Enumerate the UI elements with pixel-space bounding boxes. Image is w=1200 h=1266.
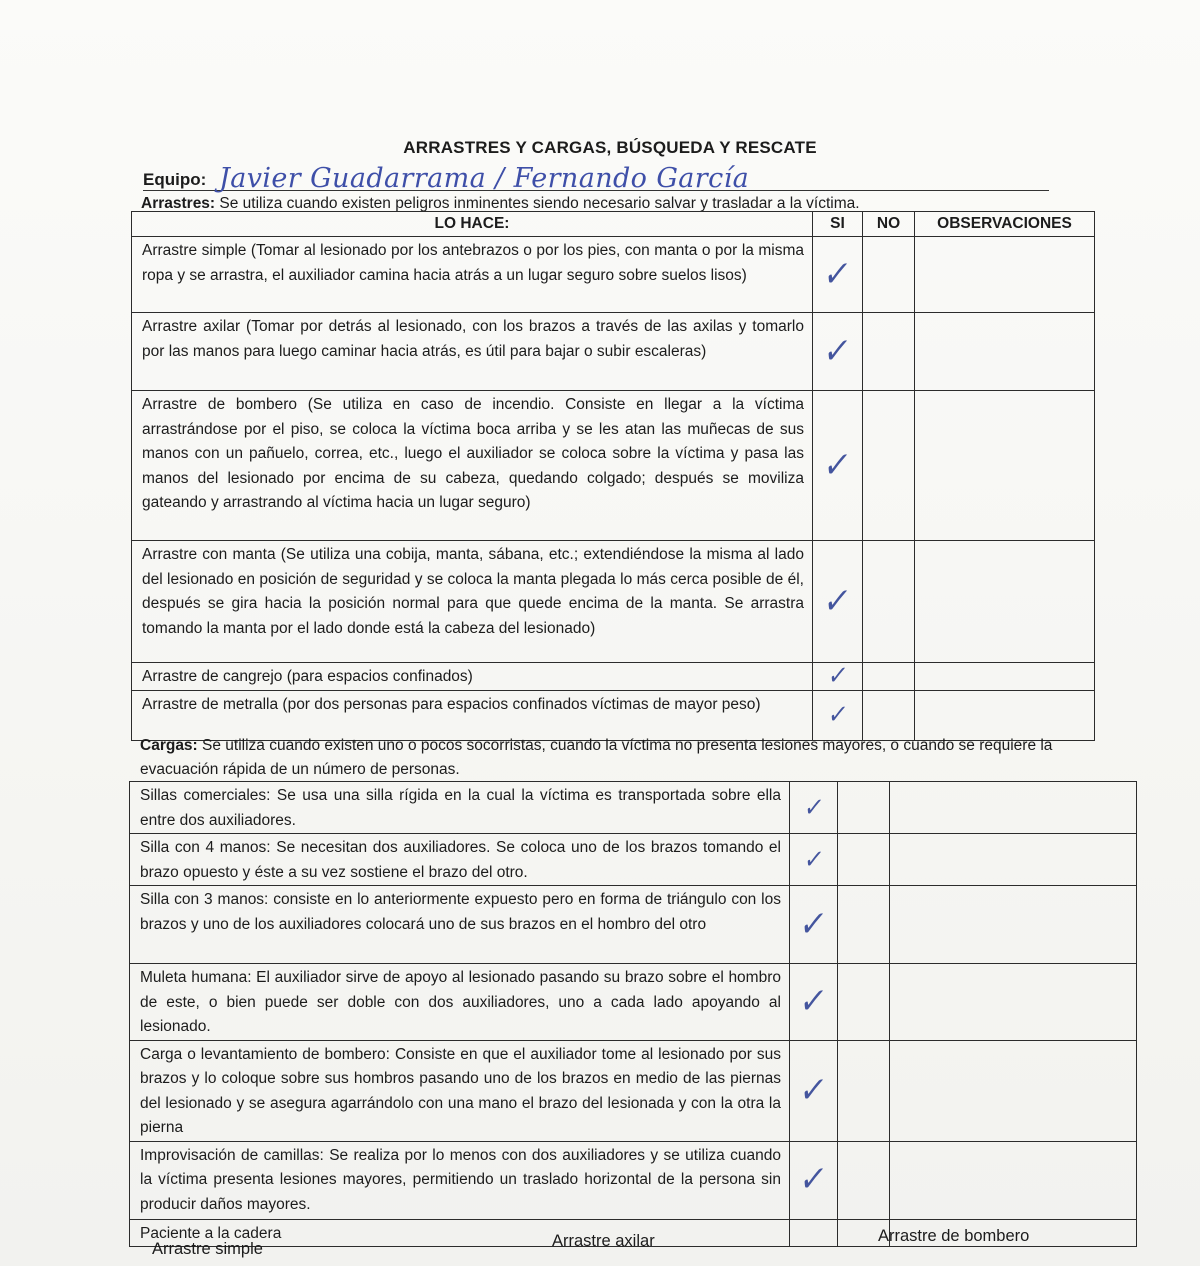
check-mark-icon: ✓ bbox=[825, 661, 850, 692]
table-row bbox=[132, 237, 1095, 313]
no-cell[interactable] bbox=[863, 663, 915, 691]
cargas-text: Se utiliza cuando existen uno o pocos socorristas, cuando la víctima no presenta lesiones mayores, o cuando se requiere la evacuación rápida de un número de personas. bbox=[140, 737, 1053, 778]
table-row bbox=[130, 782, 1137, 834]
row-description: Carga o levantamiento de bombero: Consiste en que el auxiliador tome al lesionado por sus brazos y lo coloque sobre sus hombros pasando uno de los brazos en medio de las piernas del lesionado y se asegura agarrándolo con una mano el brazo del lesionada y con la otra la pierna bbox=[130, 1040, 790, 1141]
header-lo-hace: LO HACE: bbox=[132, 212, 813, 237]
no-cell[interactable] bbox=[838, 964, 890, 1041]
si-cell[interactable] bbox=[790, 1219, 838, 1247]
no-cell[interactable] bbox=[863, 313, 915, 391]
table-row bbox=[130, 964, 1137, 1041]
footer-label-left: Arrastre simple bbox=[152, 1240, 263, 1258]
row-description: Arrastre de bombero (Se utiliza en caso de incendio. Consiste en llegar a la víctima arrastrándose por el piso, se coloca la víctima boca arriba y se les atan las muñecas de sus manos con un pañuelo, correa, etc., luego el auxiliador se coloca sobre la víctima y pasa las manos del lesionado por encima de su cabeza, quedando colgado; después se moviliza gateando y arrastrando al víctima hacia un lugar seguro) bbox=[132, 391, 813, 541]
cargas-table bbox=[129, 781, 1137, 1247]
footer-label-right: Arrastre de bombero bbox=[878, 1227, 1030, 1245]
table-row bbox=[130, 1141, 1137, 1219]
row-description: Improvisación de camillas: Se realiza por lo menos con dos auxiliadores y se utiliza cuando la víctima presenta lesiones mayores, permitiendo un traslado horizontal de la persona sin producir daños mayores. bbox=[130, 1141, 790, 1219]
observaciones-cell[interactable] bbox=[915, 663, 1095, 691]
equipo-handwritten-names: Javier Guadarrama / Fernando García bbox=[219, 163, 750, 194]
row-description: Arrastre de cangrejo (para espacios confinados) bbox=[132, 663, 813, 691]
observaciones-cell[interactable] bbox=[915, 541, 1095, 663]
row-description: Sillas comerciales: Se usa una silla rígida en la cual la víctima es transportada sobre ella entre dos auxiliadores. bbox=[130, 782, 790, 834]
si-cell[interactable] bbox=[790, 834, 838, 886]
check-mark-icon: ✓ bbox=[801, 844, 826, 875]
row-description: Arrastre axilar (Tomar por detrás al lesionado, con los brazos a través de las axilas y tomarlo por las manos para luego caminar hacia atrás, es útil para bajar o subir escaleras) bbox=[132, 313, 813, 391]
si-cell[interactable] bbox=[813, 541, 863, 663]
table-row bbox=[132, 541, 1095, 663]
table-row bbox=[130, 834, 1137, 886]
no-cell[interactable] bbox=[838, 834, 890, 886]
no-cell[interactable] bbox=[838, 1040, 890, 1141]
check-mark-icon: ✓ bbox=[825, 700, 850, 730]
page-title: ARRASTRES Y CARGAS, BÚSQUEDA Y RESCATE bbox=[403, 138, 817, 157]
si-cell[interactable] bbox=[790, 1040, 838, 1141]
observaciones-cell[interactable] bbox=[890, 1141, 1137, 1219]
observaciones-cell[interactable] bbox=[915, 313, 1095, 391]
table-row bbox=[132, 391, 1095, 541]
table-row bbox=[132, 690, 1095, 740]
row-description: Paciente a la cadera bbox=[130, 1219, 790, 1247]
row-description: Arrastre simple (Tomar al lesionado por los antebrazos o por los pies, con manta o por la misma ropa y se arrastra, el auxiliador camina hacia atrás a un lugar seguro sobre suelos lisos) bbox=[132, 237, 813, 313]
no-cell[interactable] bbox=[863, 237, 915, 313]
row-description: Silla con 3 manos: consiste en lo anteriormente expuesto pero en forma de triángulo con los brazos y uno de los auxiliadores colocará uno de sus brazos en el hombro del otro bbox=[130, 886, 790, 964]
equipo-label: Equipo: bbox=[143, 170, 207, 189]
header-observaciones: OBSERVACIONES bbox=[915, 212, 1095, 237]
equipo-line bbox=[143, 163, 1049, 194]
check-mark-icon: ✓ bbox=[821, 444, 855, 486]
table-row bbox=[132, 663, 1095, 691]
observaciones-cell[interactable] bbox=[890, 782, 1137, 834]
si-cell[interactable] bbox=[813, 313, 863, 391]
table-header-row bbox=[132, 212, 1095, 237]
si-cell[interactable] bbox=[790, 886, 838, 964]
cargas-label: Cargas: bbox=[140, 737, 198, 754]
observaciones-cell[interactable] bbox=[915, 690, 1095, 740]
si-cell[interactable] bbox=[790, 964, 838, 1041]
arrastres-text: Se utiliza cuando existen peligros inminentes siendo necesario salvar y trasladar a la víctima. bbox=[215, 195, 860, 212]
no-cell[interactable] bbox=[863, 690, 915, 740]
check-mark-icon: ✓ bbox=[797, 903, 831, 945]
si-cell[interactable] bbox=[790, 782, 838, 834]
observaciones-cell[interactable] bbox=[890, 834, 1137, 886]
observaciones-cell[interactable] bbox=[890, 886, 1137, 964]
arrastres-table bbox=[131, 211, 1095, 741]
cargas-intro bbox=[140, 734, 1055, 782]
check-mark-icon: ✓ bbox=[821, 580, 855, 622]
observaciones-cell[interactable] bbox=[915, 391, 1095, 541]
check-mark-icon: ✓ bbox=[821, 330, 855, 372]
table-row bbox=[132, 313, 1095, 391]
row-description: Silla con 4 manos: Se necesitan dos auxiliadores. Se coloca uno de los brazos tomando el brazo opuesto y éste a su vez sostiene el brazo del otro. bbox=[130, 834, 790, 886]
check-mark-icon: ✓ bbox=[797, 1069, 831, 1111]
row-description: Arrastre de metralla (por dos personas para espacios confinados víctimas de mayor peso) bbox=[132, 690, 813, 740]
check-mark-icon: ✓ bbox=[797, 1159, 831, 1200]
no-cell[interactable] bbox=[863, 541, 915, 663]
observaciones-cell[interactable] bbox=[915, 237, 1095, 313]
no-cell[interactable] bbox=[838, 782, 890, 834]
table-row bbox=[130, 1040, 1137, 1141]
si-cell[interactable] bbox=[813, 663, 863, 691]
si-cell[interactable] bbox=[813, 690, 863, 740]
no-cell[interactable] bbox=[838, 1141, 890, 1219]
no-cell[interactable] bbox=[838, 886, 890, 964]
si-cell[interactable] bbox=[813, 391, 863, 541]
header-si: SI bbox=[813, 212, 863, 237]
footer-label-center: Arrastre axilar bbox=[552, 1232, 655, 1250]
check-mark-icon: ✓ bbox=[821, 253, 855, 295]
observaciones-cell[interactable] bbox=[890, 1040, 1137, 1141]
arrastres-label: Arrastres: bbox=[141, 195, 216, 212]
check-mark-icon: ✓ bbox=[801, 792, 826, 823]
row-description: Arrastre con manta (Se utiliza una cobija, manta, sábana, etc.; extendiéndose la misma al lado del lesionado en posición de seguridad y se coloca la manta plegada lo más cerca posible de él, después se gira hacia la posición normal para que quede encima de la manta. Se arrastra tomando la manta por el lado donde está la cabeza del lesionado) bbox=[132, 541, 813, 663]
observaciones-cell[interactable] bbox=[890, 964, 1137, 1041]
si-cell[interactable] bbox=[790, 1141, 838, 1219]
table-row bbox=[130, 886, 1137, 964]
si-cell[interactable] bbox=[813, 237, 863, 313]
check-mark-icon: ✓ bbox=[797, 980, 831, 1022]
header-no: NO bbox=[863, 212, 915, 237]
no-cell[interactable] bbox=[863, 391, 915, 541]
row-description: Muleta humana: El auxiliador sirve de apoyo al lesionado pasando su brazo sobre el hombro de este, o bien puede ser doble con dos auxiliadores, uno a cada lado apoyando al lesionado. bbox=[130, 964, 790, 1041]
